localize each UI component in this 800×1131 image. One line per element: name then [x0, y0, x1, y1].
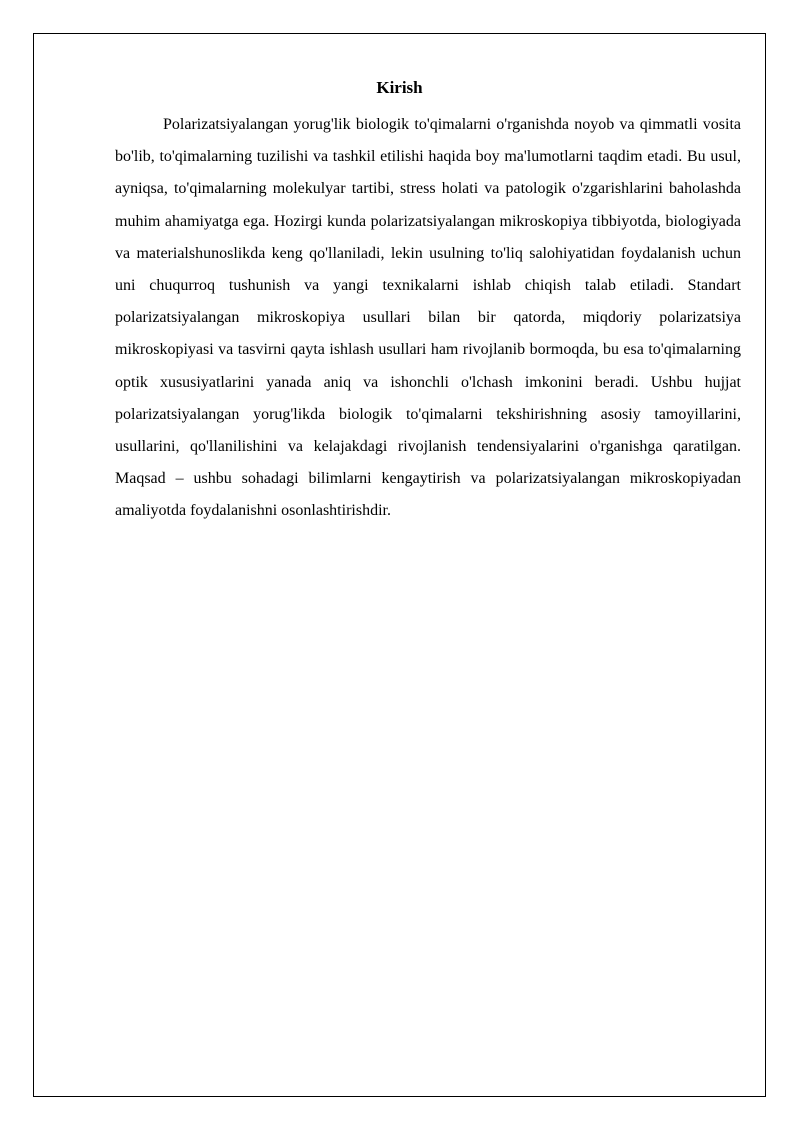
body-paragraph: Polarizatsiyalangan yorug'lik biologik to'qimalarni o'rganishda noyob va qimmatli vosita bo'lib, to'qimalarning tuzilishi va tashkil etilishi haqida boy ma'lumotlarni taqdim etadi. Bu usul, ayniqsa, to'qimalarning molekulyar tartibi, stress holati va patologik o'zgarishlarini baholashda muhim ahamiyatga ega. Hozirgi kunda polarizatsiyalangan mikroskopiya tibbiyotda, biologiyada va materialshunoslikda keng qo'llaniladi, lekin usulning to'liq salohiyatidan foydalanish uchun uni chuqurroq tushunish va yangi texnikalarni ishlab chiqish talab etiladi. Standart polarizatsiyalangan mikroskopiya usullari bilan bir qatorda, miqdoriy polarizatsiya mikroskopiyasi va tasvirni qayta ishlash usullari ham rivojlanib bormoqda, bu esa to'qimalarning optik xususiyatlarini yanada aniq va ishonchli o'lchash imkonini beradi. Ushbu hujjat polarizatsiyalangan yorug'likda biologik to'qimalarni tekshirishning asosiy tamoyillarini, usullarini, qo'llanilishini va kelajakdagi rivojlanish tendensiyalarini o'rganishga qaratilgan. Maqsad – ushbu sohadagi bilimlarni kengaytirish va polarizatsiyalangan mikroskopiyadan amaliyotda foydalanishni osonlashtirishdir.: [115, 116, 741, 520]
section-heading: Kirish: [376, 78, 423, 97]
